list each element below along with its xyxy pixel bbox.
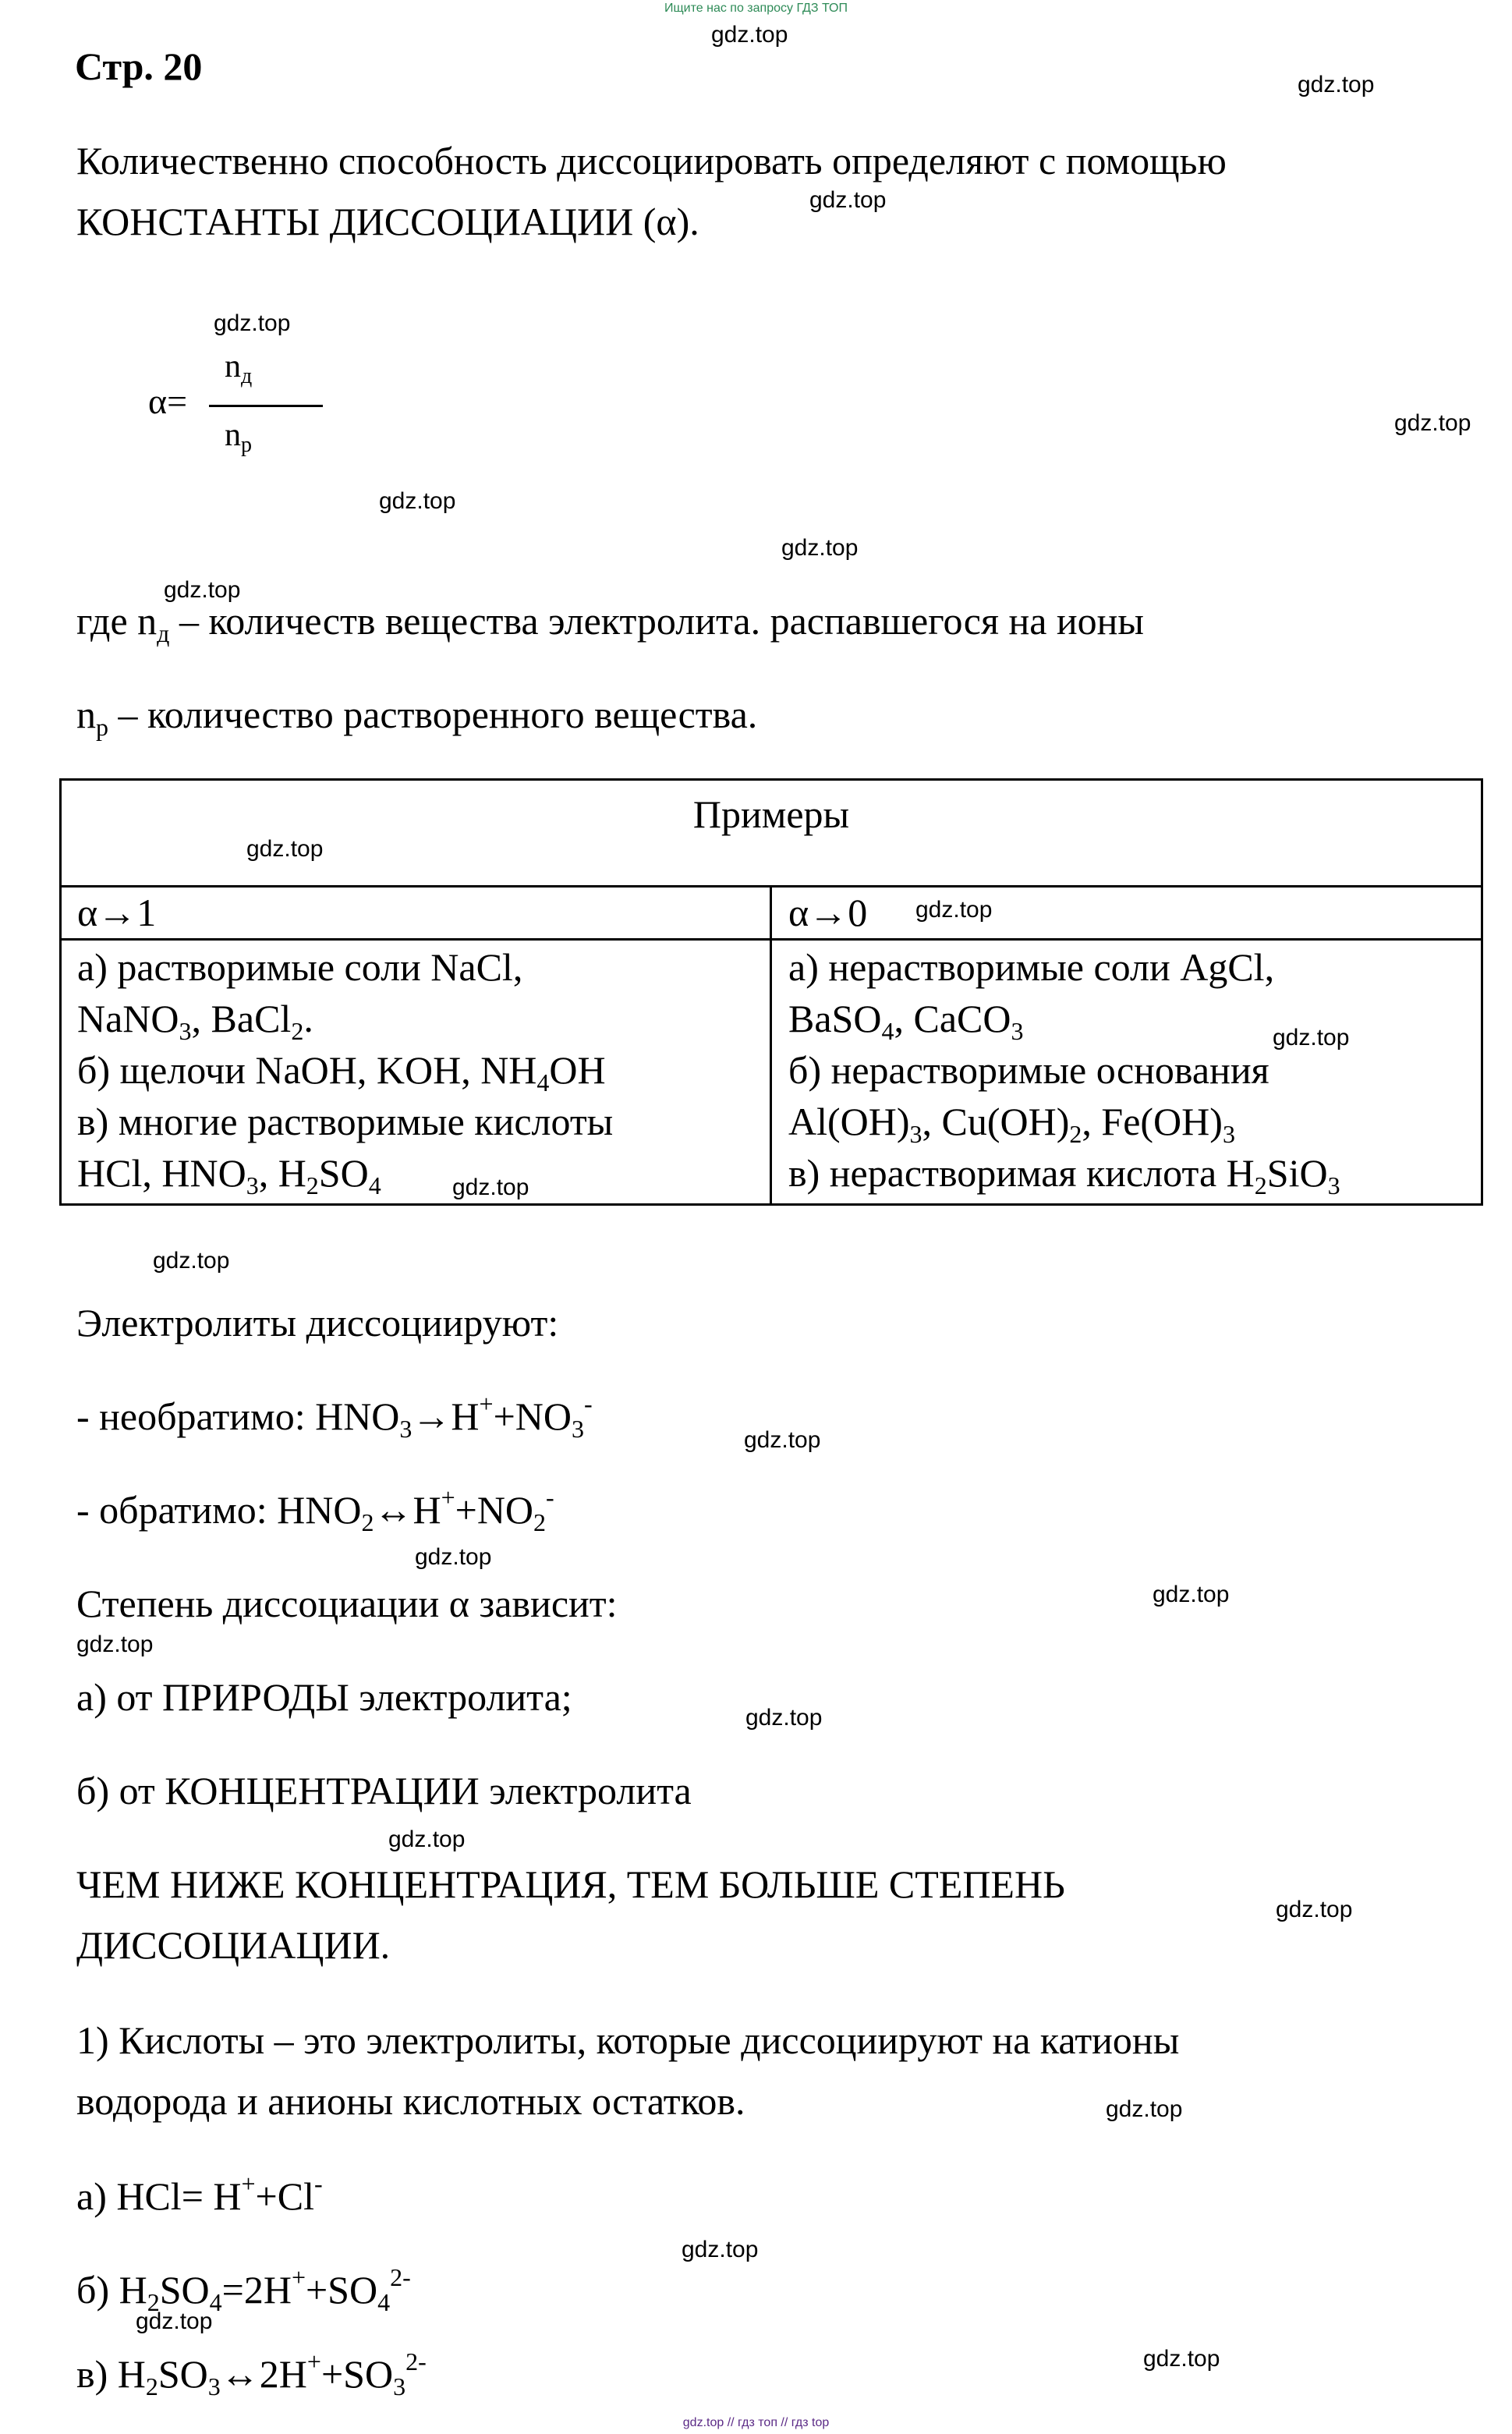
watermark: gdz.top [1276,1897,1353,1922]
watermark: gdz.top [1394,410,1471,436]
acid-equation-b: б) $H_2SO_4=2H^++SO_4^{2-}$ [76,2263,411,2316]
bottom-banner: gdz.top // гдз топ // гдз top [682,2416,830,2429]
watermark: gdz.top [1143,2346,1220,2372]
acids-definition-line-2: водорода и анионы кислотных остатков. [76,2079,745,2123]
left-row-2: NaNO$_3$, BaCl$_2$. [77,997,313,1045]
left-row-5: HCl, $HNO_3$, $H_2SO_4$ [77,1151,381,1199]
watermark: gdz.top [745,1705,823,1731]
right-row-1: а) нерастворимые соли AgCl, [788,945,1275,989]
degree-item-a: а) от ПРИРОДЫ электролита; [76,1675,572,1719]
watermark: gdz.top [682,2237,759,2262]
right-row-4: $Al(OH)_3$, $Cu(OH)_2$, $Fe(OH)_3$ [788,1100,1235,1148]
top-banner: Ищите нас по запросу ГДЗ ТОП [664,2,848,15]
page-title: Стр. 20 [75,44,203,88]
right-column-head: α→0 [788,891,868,934]
intro-line-1: Количественно способность диссоциировать определяют с помощью [76,139,1227,182]
acids-definition-line-1: 1) Кислоты – это электролиты, которые диссоциируют на катионы [76,2018,1180,2062]
left-row-4: в) многие растворимые кислоты [77,1100,614,1143]
formula-lhs: α= [148,381,188,421]
formula-numerator: $n_д$ [225,349,253,388]
electrolytes-heading: Электролиты диссоциируют: [76,1301,559,1345]
watermark: gdz.top [1153,1582,1230,1607]
table-header: Примеры [692,792,850,836]
where-line-2: $n_р$ – количество растворенного вещества. [76,693,758,741]
acid-equation-a: а) HCl= H++Cl- [76,2170,323,2218]
watermark: gdz.top [1106,2096,1183,2122]
degree-heading: Степень диссоциации α зависит: [76,1582,618,1625]
watermark: gdz.top [379,488,456,514]
irreversible-equation: - необратимо: $HNO_3\to H^++NO_3^-$ [76,1390,593,1443]
intro-line-2: КОНСТАНТЫ ДИССОЦИАЦИИ (α). [76,200,699,243]
acid-equation-c: в) $H_2SO_3\leftrightarrow 2H^++SO_3^{2-}$ [76,2347,427,2400]
watermark: gdz.top [452,1174,529,1200]
right-row-5: в) нерастворимая кислота $H_2SiO_3$ [788,1151,1340,1199]
watermark: gdz.top [781,535,859,561]
reversible-equation: - обратимо: $HNO_2\leftrightarrow H^++NO_2^-$ [76,1483,554,1536]
right-row-2: BaSO$_4$, CaCO$_3$ [788,997,1024,1045]
watermark: gdz.top [76,1632,154,1657]
table-divider-vertical [770,885,772,1203]
watermark: gdz.top [388,1826,466,1852]
watermark: gdz.top [744,1427,821,1453]
degree-rule-line-1: ЧЕМ НИЖЕ КОНЦЕНТРАЦИЯ, ТЕМ БОЛЬШЕ СТЕПЕНЬ [76,1862,1065,1906]
watermark: gdz.top [214,310,291,336]
right-row-3: б) нерастворимые основания [788,1048,1269,1092]
watermark: gdz.top [415,1544,492,1570]
watermark: gdz.top [153,1248,230,1274]
where-line-1: где $n_д$ – количеств вещества электролита. распавшегося на ионы [76,599,1144,647]
watermark: gdz.top [809,187,887,213]
watermark: gdz.top [136,2308,213,2334]
degree-item-b: б) от КОНЦЕНТРАЦИИ электролита [76,1769,692,1812]
watermark: gdz.top [246,836,324,862]
fraction-bar [209,405,323,407]
watermark: gdz.top [164,577,241,603]
watermark: gdz.top [915,897,993,923]
watermark: gdz.top [711,22,788,48]
degree-rule-line-2: ДИССОЦИАЦИИ. [76,1923,391,1967]
watermark: gdz.top [1273,1025,1350,1050]
left-row-1: а) растворимые соли NaCl, [77,945,523,989]
formula-denominator: $n_р$ [225,417,252,457]
watermark: gdz.top [1298,72,1375,97]
left-row-3: б) щелочи NaOH, KOH, $NH_4OH$ [77,1048,606,1097]
left-column-head: α→1 [77,891,157,934]
